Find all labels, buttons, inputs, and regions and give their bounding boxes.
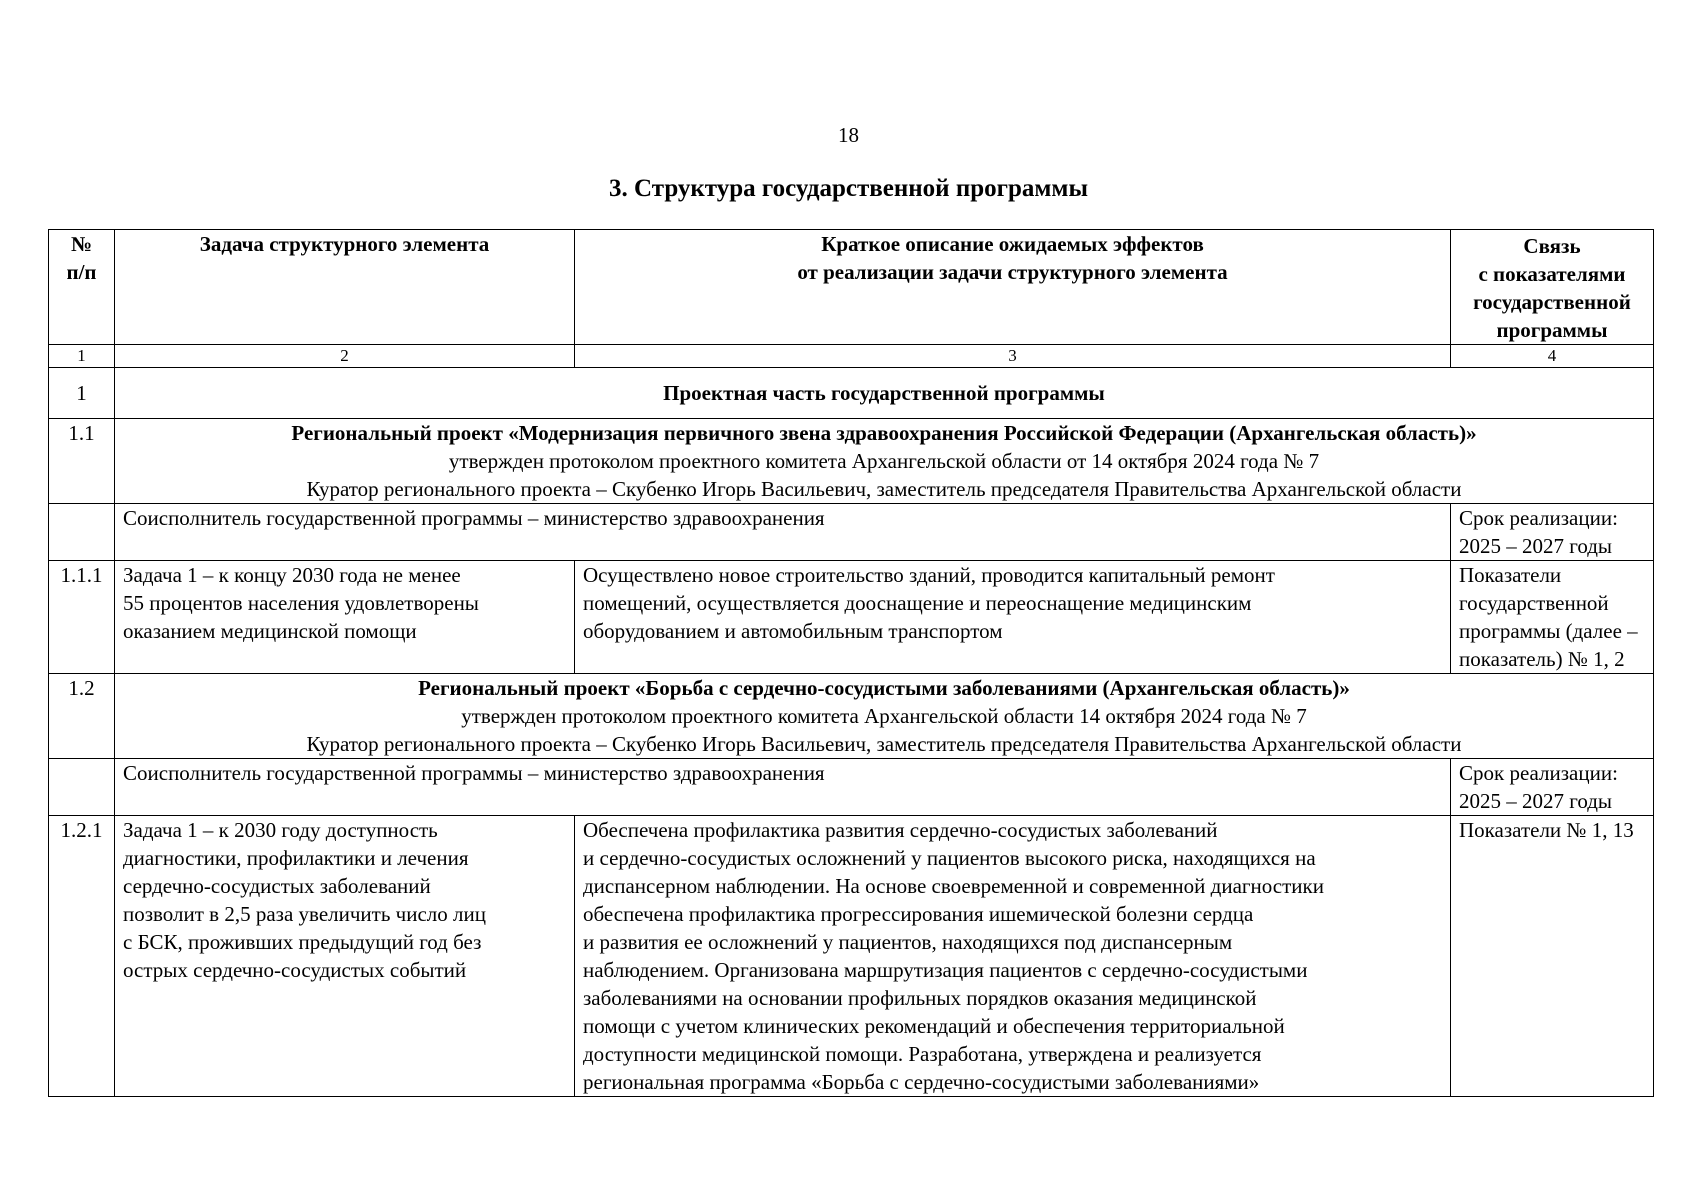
coexecutor-row [49,504,1654,561]
task-text: Задача 1 – к концу 2030 года не менее 55 процентов населения удовлетворены оказанием медицинской помощи [115,561,575,674]
empty-cell [49,759,115,816]
effects-text: Осуществлено новое строительство зданий, проводится капитальный ремонт помещений, осуществляется дооснащение и переоснащение медицинским оборудованием и автомобильным транспортом [575,561,1451,674]
project-curator: Куратор регионального проекта – Скубенко Игорь Васильевич, заместитель председателя Правительства Архангельской области [306,477,1462,501]
header-row [49,230,1654,345]
project-name: Региональный проект «Модернизация первичного звена здравоохранения Российской Федерации (Архангельская область)» [291,421,1477,445]
column-number: 1 [49,345,115,368]
indicators-text: Показатели № 1, 13 [1451,816,1654,1097]
project-approved: утвержден протоколом проектного комитета Архангельской области 14 октября 2024 года № 7 [461,704,1307,728]
task-text: Задача 1 – к 2030 году доступность диагностики, профилактики и лечения сердечно-сосудистых заболеваний позволит в 2,5 раза увеличить число лиц с БСК, проживших предыдущий год без острых сердечно-сосудистых событий [115,816,575,1097]
task-row [49,816,1654,1097]
project-row [49,674,1654,759]
row-number: 1.1.1 [49,561,115,674]
project-name: Региональный проект «Борьба с сердечно-сосудистыми заболеваниями (Архангельская область)» [418,676,1350,700]
empty-cell [49,504,115,561]
header-task: Задача структурного элемента [115,230,575,345]
project-approved: утвержден протоколом проектного комитета Архангельской области от 14 октября 2024 года № 7 [448,449,1320,473]
coexecutor-text: Соисполнитель государственной программы – министерство здравоохранения [115,759,1451,816]
project-info [115,419,1654,504]
structure-table [48,229,1654,1097]
effects-text: Обеспечена профилактика развития сердечно-сосудистых заболеваний и сердечно-сосудистых осложнений у пациентов высокого риска, находящихся на диспансерном наблюдении. На основе своевременной и современной диагностики обеспечена профилактика прогрессирования ишемической болезни сердца и развития ее осложнений у пациентов, находящихся под диспансерным наблюдением. Организована маршрутизация пациентов с сердечно-сосудистыми заболеваниями на основании профильных порядков оказания медицинской помощи с учетом клинических рекомендаций и обеспечения территориальной доступности медицинской помощи. Разработана, утверждена и реализуется региональная программа «Борьба с сердечно-сосудистыми заболеваниями» [575,816,1451,1097]
row-number: 1.2.1 [49,816,115,1097]
column-number: 2 [115,345,575,368]
task-row [49,561,1654,674]
header-effects: Краткое описание ожидаемых эффектов от реализации задачи структурного элемента [575,230,1451,345]
indicators-text: Показатели государственной программы (далее – показатель) № 1, 2 [1451,561,1654,674]
coexecutor-text: Соисполнитель государственной программы – министерство здравоохранения [115,504,1451,561]
column-number: 3 [575,345,1451,368]
row-number: 1.2 [49,674,115,759]
project-curator: Куратор регионального проекта – Скубенко Игорь Васильевич, заместитель председателя Правительства Архангельской области [306,732,1462,756]
page-number: 18 [838,123,859,147]
header-number: № п/п [49,230,115,345]
column-number: 4 [1451,345,1654,368]
coexecutor-row [49,759,1654,816]
row-number: 1 [49,368,115,419]
project-row [49,419,1654,504]
row-number: 1.1 [49,419,115,504]
project-term: Срок реализации: 2025 – 2027 годы [1451,504,1654,561]
project-info [115,674,1654,759]
part-title: Проектная часть государственной программы [115,368,1654,419]
project-term: Срок реализации: 2025 – 2027 годы [1451,759,1654,816]
column-number-row [49,345,1654,368]
header-indicators: Связь с показателями государственной программы [1451,230,1654,345]
part-row [49,368,1654,419]
section-title: 3. Структура государственной программы [609,175,1088,202]
